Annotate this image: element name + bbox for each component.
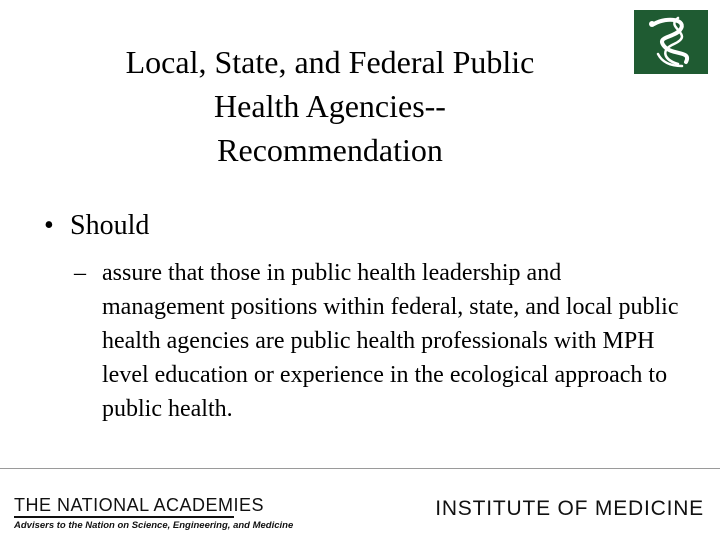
sub-bullet-marker: – bbox=[74, 260, 86, 286]
serpent-icon bbox=[634, 10, 708, 74]
national-academies-name: THE NATIONAL ACADEMIES bbox=[14, 495, 265, 515]
title-line-2: Health Agencies-- bbox=[214, 88, 446, 124]
slide-title bbox=[0, 40, 660, 172]
footer-divider bbox=[0, 468, 720, 469]
bullet-text: Should bbox=[70, 210, 150, 241]
title-line-3: Recommendation bbox=[217, 132, 443, 168]
national-academies-tagline: Advisers to the Nation on Science, Engineering, and Medicine bbox=[14, 520, 294, 531]
sub-bullet-text: assure that those in public health leadership and management positions within federal, state, and local public health agencies are public health professionals with MPH level education or experience in the ecological approach to public health. bbox=[102, 260, 679, 422]
bullet-marker: • bbox=[44, 210, 54, 241]
bullet-item bbox=[44, 208, 149, 244]
national-academies-underline bbox=[14, 516, 234, 518]
sub-bullet-item bbox=[74, 256, 682, 426]
national-academies-logo bbox=[14, 496, 293, 531]
title-line-1: Local, State, and Federal Public bbox=[125, 44, 535, 80]
institute-of-medicine-wordmark: INSTITUTE OF MEDICINE bbox=[435, 497, 704, 520]
iom-logo-icon bbox=[634, 10, 708, 74]
